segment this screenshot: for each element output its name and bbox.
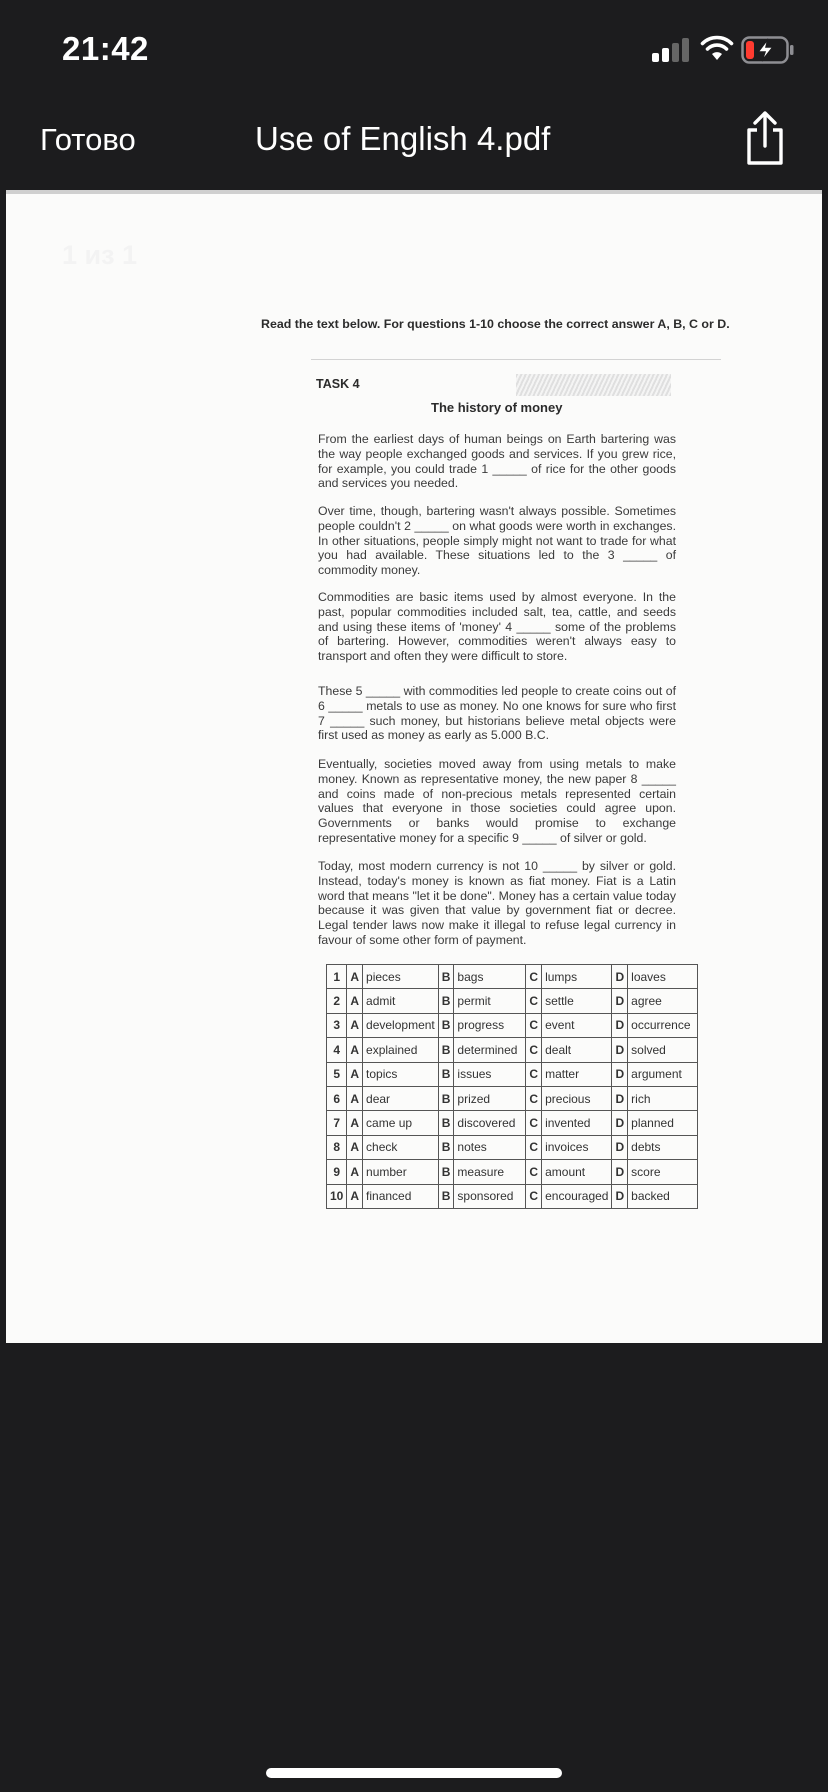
- option-letter: A: [347, 989, 363, 1013]
- option-d-cell: debts: [628, 1135, 698, 1159]
- table-row: [327, 1086, 698, 1110]
- option-b-cell: issues: [454, 1062, 526, 1086]
- option-letter: B: [438, 1038, 454, 1062]
- option-letter: B: [438, 1111, 454, 1135]
- option-letter: D: [612, 1038, 628, 1062]
- option-a-cell: dear: [363, 1086, 439, 1110]
- paragraph-2: Over time, though, bartering wasn't always possible. Sometimes people couldn't 2 _____ on what goods were worth in exchanges. In other situations, people simply might not want to trade for what you had available. These situations led to the 3 _____ of commodity money.: [318, 504, 676, 578]
- paragraph-6: Today, most modern currency is not 10 _____ by silver or gold. Instead, today's money is known as fiat money. Fiat is a Latin word that means "let it be done". Money has a certain value today because it was given that value by government fiat or decree. Legal tender laws now make it illegal to refuse legal currency in favour of some other form of payment.: [318, 859, 676, 947]
- table-row: [327, 1160, 698, 1184]
- option-letter: A: [347, 1013, 363, 1037]
- instruction-text: Read the text below. For questions 1-10 choose the correct answer A, B, C or D.: [261, 317, 730, 331]
- option-d-cell: solved: [628, 1038, 698, 1062]
- option-b-cell: sponsored: [454, 1184, 526, 1208]
- table-row: [327, 1135, 698, 1159]
- option-letter: D: [612, 1184, 628, 1208]
- option-c-cell: matter: [542, 1062, 612, 1086]
- option-d-cell: loaves: [628, 965, 698, 989]
- table-row: [327, 1038, 698, 1062]
- option-letter: D: [612, 1062, 628, 1086]
- option-d-cell: argument: [628, 1062, 698, 1086]
- page-counter: 1 из 1: [62, 240, 138, 270]
- status-bar: [0, 0, 828, 100]
- document-title: Use of English 4.pdf: [255, 120, 551, 157]
- option-letter: C: [526, 1013, 542, 1037]
- table-row: [327, 1062, 698, 1086]
- option-a-cell: topics: [363, 1062, 439, 1086]
- option-letter: C: [526, 1184, 542, 1208]
- option-b-cell: determined: [454, 1038, 526, 1062]
- question-number: 5: [327, 1062, 347, 1086]
- option-letter: C: [526, 1038, 542, 1062]
- table-row: [327, 1013, 698, 1037]
- option-letter: B: [438, 1062, 454, 1086]
- option-a-cell: explained: [363, 1038, 439, 1062]
- option-letter: D: [612, 1160, 628, 1184]
- option-letter: B: [438, 965, 454, 989]
- table-row: [327, 965, 698, 989]
- paragraph-1: From the earliest days of human beings on Earth bartering was the way people exchanged goods and services. If you grew rice, for example, you could trade 1 _____ of rice for the other goods and services you needed.: [318, 432, 676, 491]
- wifi-icon: [700, 34, 734, 62]
- option-a-cell: development: [363, 1013, 439, 1037]
- question-number: 2: [327, 989, 347, 1013]
- question-number: 8: [327, 1135, 347, 1159]
- option-letter: C: [526, 989, 542, 1013]
- option-letter: A: [347, 1111, 363, 1135]
- option-c-cell: dealt: [542, 1038, 612, 1062]
- option-letter: C: [526, 1086, 542, 1110]
- option-letter: B: [438, 1135, 454, 1159]
- option-b-cell: discovered: [454, 1111, 526, 1135]
- cellular-signal-icon: [652, 36, 692, 62]
- option-letter: C: [526, 1160, 542, 1184]
- done-button[interactable]: Готово: [40, 122, 136, 157]
- divider: [311, 359, 721, 360]
- option-b-cell: permit: [454, 989, 526, 1013]
- option-letter: A: [347, 1086, 363, 1110]
- answer-options-table: [326, 964, 698, 1209]
- option-c-cell: amount: [542, 1160, 612, 1184]
- option-letter: C: [526, 965, 542, 989]
- option-letter: A: [347, 1038, 363, 1062]
- option-letter: B: [438, 1184, 454, 1208]
- option-a-cell: came up: [363, 1111, 439, 1135]
- option-letter: D: [612, 1135, 628, 1159]
- paragraph-5: Eventually, societies moved away from using metals to make money. Known as representative money, the new paper 8 _____ and coins made of non-precious metals represented certain values that everyone in those societies could agree upon. Governments or banks would promise to exchange representative money for a specific 9 _____ of silver or gold.: [318, 757, 676, 845]
- option-b-cell: measure: [454, 1160, 526, 1184]
- option-letter: D: [612, 1111, 628, 1135]
- option-b-cell: bags: [454, 965, 526, 989]
- option-b-cell: prized: [454, 1086, 526, 1110]
- option-letter: B: [438, 1086, 454, 1110]
- option-b-cell: progress: [454, 1013, 526, 1037]
- option-letter: A: [347, 965, 363, 989]
- battery-charging-icon: [741, 36, 795, 64]
- option-letter: C: [526, 1062, 542, 1086]
- option-c-cell: invented: [542, 1111, 612, 1135]
- option-c-cell: invoices: [542, 1135, 612, 1159]
- question-number: 9: [327, 1160, 347, 1184]
- pdf-page[interactable]: [6, 190, 822, 1343]
- question-number: 4: [327, 1038, 347, 1062]
- paragraph-4: These 5 _____ with commodities led people to create coins out of 6 _____ metals to use as money. No one knows for sure who first 7 _____ such money, but historians believe metal objects were first used as money as early as 5.000 B.C.: [318, 684, 676, 743]
- option-letter: C: [526, 1111, 542, 1135]
- question-number: 6: [327, 1086, 347, 1110]
- option-d-cell: rich: [628, 1086, 698, 1110]
- option-c-cell: precious: [542, 1086, 612, 1110]
- option-letter: B: [438, 1013, 454, 1037]
- option-letter: B: [438, 1160, 454, 1184]
- table-row: [327, 989, 698, 1013]
- option-a-cell: admit: [363, 989, 439, 1013]
- option-c-cell: encouraged: [542, 1184, 612, 1208]
- table-row: [327, 1111, 698, 1135]
- task-label: TASK 4: [316, 377, 360, 391]
- option-letter: A: [347, 1160, 363, 1184]
- option-a-cell: check: [363, 1135, 439, 1159]
- option-a-cell: number: [363, 1160, 439, 1184]
- option-d-cell: agree: [628, 989, 698, 1013]
- option-a-cell: financed: [363, 1184, 439, 1208]
- option-c-cell: event: [542, 1013, 612, 1037]
- option-letter: A: [347, 1184, 363, 1208]
- option-letter: D: [612, 1086, 628, 1110]
- pdf-viewer[interactable]: [0, 186, 828, 1792]
- option-letter: C: [526, 1135, 542, 1159]
- option-letter: A: [347, 1135, 363, 1159]
- paragraph-3: Commodities are basic items used by almost everyone. In the past, popular commodities included salt, tea, cattle, and seeds and using these items of 'money' 4 _____ some of the problems of bartering. However, commodities weren't always easy to transport and often they were difficult to store.: [318, 590, 676, 664]
- option-letter: A: [347, 1062, 363, 1086]
- option-a-cell: pieces: [363, 965, 439, 989]
- option-letter: D: [612, 965, 628, 989]
- option-d-cell: occurrence: [628, 1013, 698, 1037]
- option-c-cell: lumps: [542, 965, 612, 989]
- option-letter: D: [612, 1013, 628, 1037]
- scan-artifact: [516, 374, 671, 396]
- option-c-cell: settle: [542, 989, 612, 1013]
- question-number: 7: [327, 1111, 347, 1135]
- navigation-bar: [0, 100, 828, 186]
- question-number: 1: [327, 965, 347, 989]
- table-row: [327, 1184, 698, 1208]
- home-indicator[interactable]: [266, 1768, 562, 1778]
- question-number: 3: [327, 1013, 347, 1037]
- share-icon[interactable]: [740, 110, 790, 168]
- option-d-cell: score: [628, 1160, 698, 1184]
- option-letter: D: [612, 989, 628, 1013]
- option-b-cell: notes: [454, 1135, 526, 1159]
- option-d-cell: planned: [628, 1111, 698, 1135]
- option-letter: B: [438, 989, 454, 1013]
- option-d-cell: backed: [628, 1184, 698, 1208]
- question-number: 10: [327, 1184, 347, 1208]
- status-time: 21:42: [62, 30, 149, 67]
- text-title: The history of money: [431, 400, 563, 415]
